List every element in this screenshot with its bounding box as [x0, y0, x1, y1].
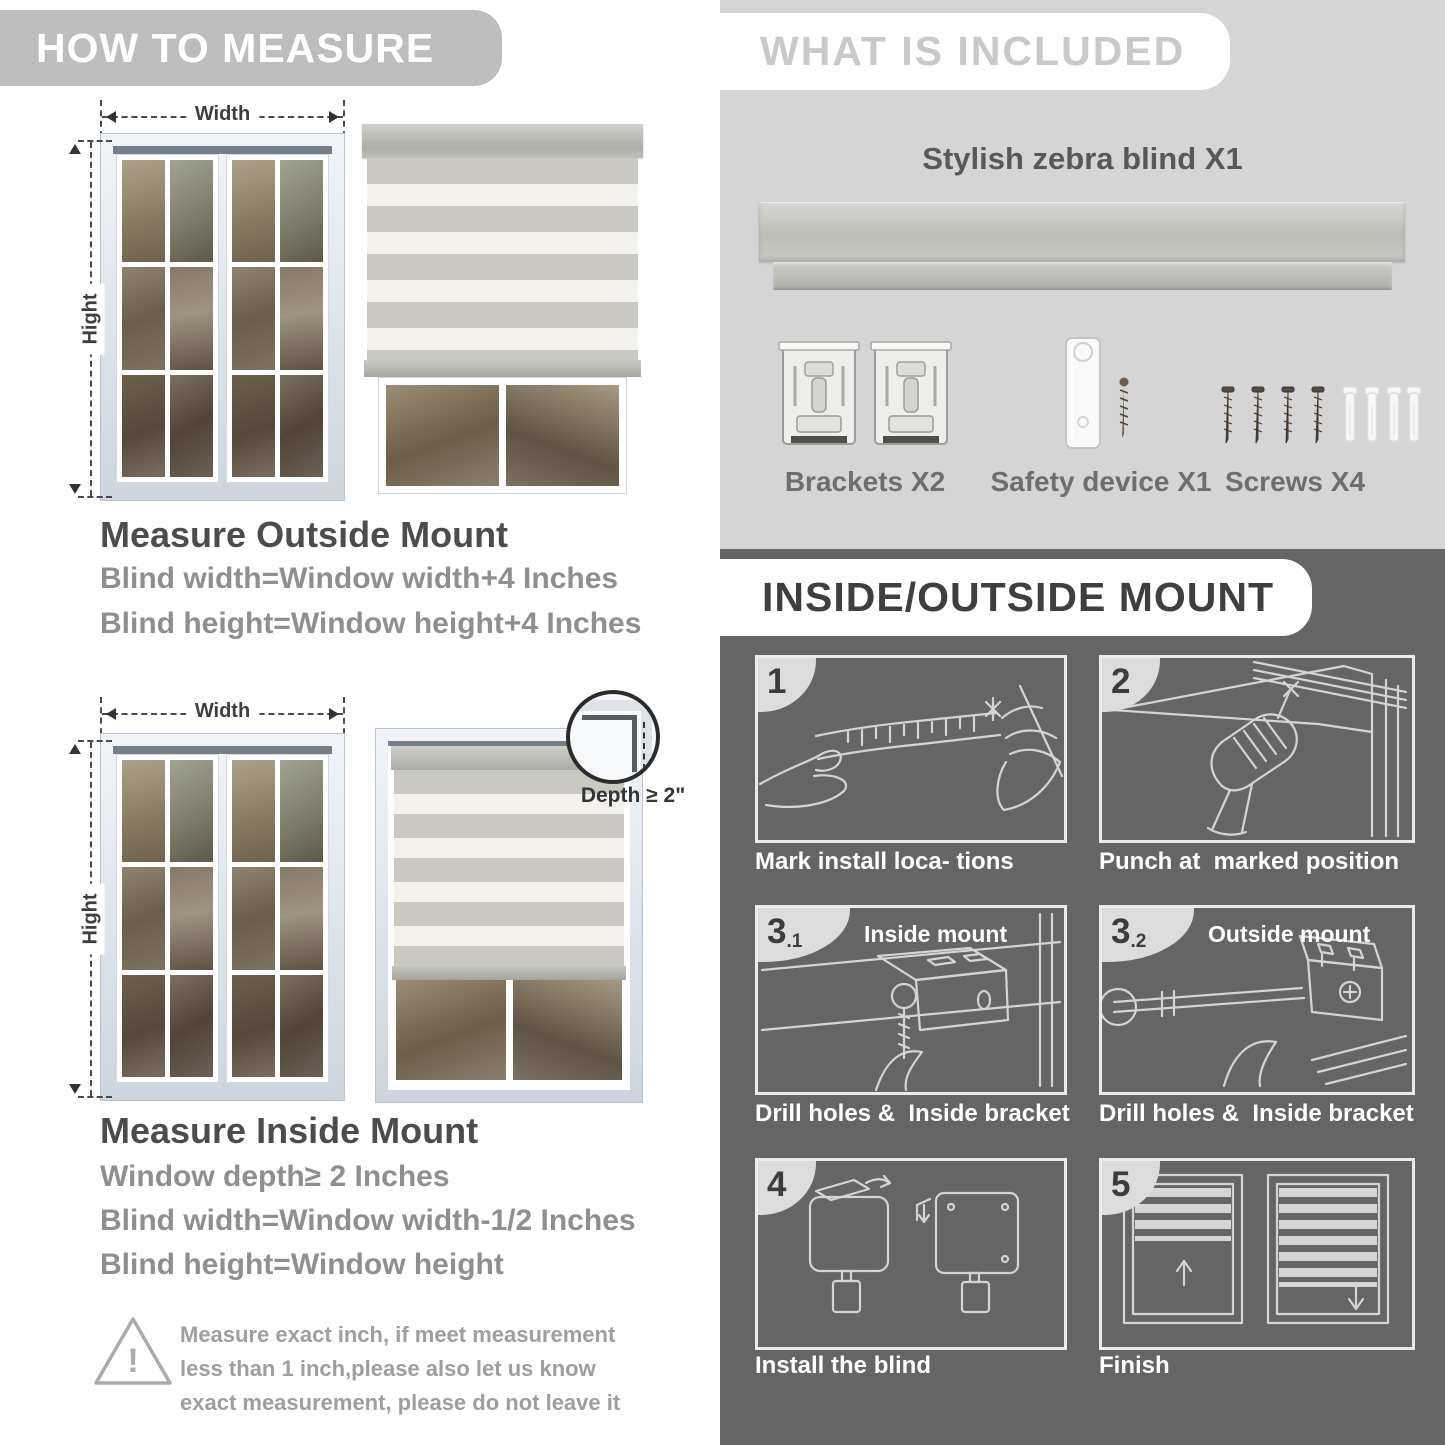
inside-outside-mount-header: INSIDE/OUTSIDE MOUNT	[720, 559, 1312, 636]
arrow-down-icon	[69, 484, 81, 500]
window-photo-outside	[100, 133, 345, 501]
height-measure-annotation-2	[76, 740, 116, 1098]
step-number-badge: 3.1	[756, 906, 850, 962]
blind-bottom-rail	[392, 966, 626, 980]
step-panel-1	[755, 655, 1067, 843]
width-label: Width	[186, 103, 259, 126]
step-number-badge: 4	[756, 1159, 816, 1215]
step-caption-2: Punch at marked position	[1099, 848, 1400, 875]
zebra-blind-outside-photo	[362, 124, 643, 494]
step-caption-3-2: Drill holes & Inside bracket	[1099, 1100, 1414, 1127]
depth-label: Depth ≥ 2"	[580, 784, 686, 807]
what-is-included-header: WHAT IS INCLUDED	[720, 13, 1230, 90]
inside-mount-line-2: Blind width=Window width-1/2 Inches	[100, 1204, 636, 1237]
blind-stripes	[367, 158, 638, 360]
screws-label: Screws X4	[1224, 466, 1366, 497]
depth-magnifier-icon	[566, 690, 660, 784]
warning-exclamation: !	[127, 1342, 139, 1380]
step-number-badge: 3.2	[1100, 906, 1194, 962]
step-number-badge: 5	[1100, 1159, 1160, 1215]
step-panel-5	[1099, 1158, 1415, 1350]
blind-cassette	[362, 124, 643, 158]
brackets-label: Brackets X2	[784, 466, 946, 497]
step-caption-4: Install the blind	[755, 1352, 932, 1379]
arrow-up-icon	[69, 738, 81, 754]
inside-mount-heading: Measure Inside Mount	[100, 1110, 479, 1151]
step-caption-5: Finish	[1099, 1352, 1170, 1379]
how-to-measure-header: HOW TO MEASURE	[0, 10, 502, 86]
step-panel-4	[755, 1158, 1067, 1350]
step-caption-3-1: Drill holes & Inside bracket	[755, 1100, 1070, 1127]
window-photo-inside	[100, 733, 345, 1101]
blind-headrail-image	[759, 202, 1405, 262]
warning-text: Measure exact inch, if meet measurement less than 1 inch,please also let us know exact measurement, please do not leave it	[180, 1322, 621, 1415]
arrow-down-icon	[69, 1084, 81, 1100]
step-panel-3-1	[755, 905, 1067, 1095]
safety-device-image	[1040, 330, 1160, 455]
arrow-up-icon	[69, 138, 81, 154]
step-panel-3-2	[1099, 905, 1415, 1095]
step-caption-1: Mark install loca- tions	[755, 848, 1014, 875]
height-label: Hight	[78, 283, 105, 354]
outside-mount-line-2: Blind height=Window height+4 Inches	[100, 607, 642, 640]
outside-mount-heading: Measure Outside Mount	[100, 514, 509, 555]
inside-mount-line-3: Blind height=Window height	[100, 1248, 504, 1281]
arrow-left-icon	[100, 708, 116, 720]
height-label-2: Hight	[78, 883, 105, 954]
height-measure-annotation	[76, 140, 116, 498]
blind-bottom-rail-image	[773, 262, 1392, 290]
step-panel-2	[1099, 655, 1415, 843]
step-title: Outside mount	[1208, 921, 1371, 947]
blind-bottom-rail	[364, 360, 641, 377]
width-label-2: Width	[186, 700, 259, 723]
product-label: Stylish zebra blind X1	[922, 141, 1243, 176]
inside-mount-line-1: Window depth≥ 2 Inches	[100, 1160, 450, 1193]
arrow-right-icon	[329, 111, 345, 123]
step-number-badge: 2	[1100, 656, 1160, 712]
warning-triangle-icon	[92, 1314, 174, 1388]
arrow-left-icon	[100, 111, 116, 123]
arrow-right-icon	[329, 708, 345, 720]
outside-mount-line-1: Blind width=Window width+4 Inches	[100, 562, 619, 595]
step-number-badge: 1	[756, 656, 816, 712]
brackets-image	[775, 336, 955, 456]
step-title: Inside mount	[864, 921, 1008, 947]
safety-device-label: Safety device X1	[990, 466, 1212, 497]
screws-image	[1212, 335, 1422, 450]
